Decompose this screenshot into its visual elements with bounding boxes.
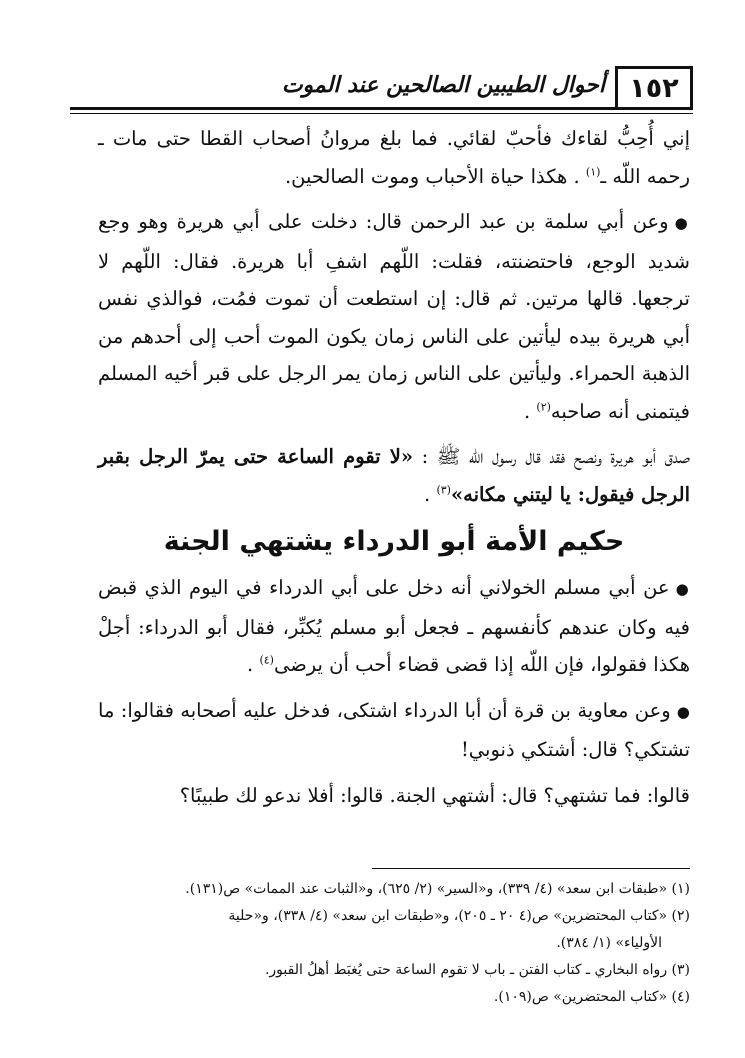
paragraph-5	[98, 692, 690, 769]
footnote-2: (٢) «كتاب المحتضرين» ص(٤ ٢٠ ـ ٢٠٥)، و«طبقات ابن سعد» (٤/ ٣٣٨)، و«حلية	[228, 908, 690, 924]
paragraph-4-end: .	[247, 653, 254, 676]
bullet-icon: ●	[675, 580, 690, 598]
header-rule-thin	[70, 113, 693, 114]
footnotes	[98, 876, 690, 1011]
paragraph-6	[98, 777, 690, 815]
paragraph-1	[98, 120, 690, 195]
paragraph-6-text: قالوا: فما تشتهي؟ قال: أشتهي الجنة. قالوا: أفلا ندعو لك طبيبًا؟	[179, 783, 690, 807]
bullet-icon: ●	[674, 214, 690, 232]
paragraph-2-end: .	[523, 399, 531, 423]
footnote-rule	[372, 868, 690, 869]
page-number: ١٥٢	[615, 66, 693, 110]
paragraph-3-intro: صدق أبو هريرة ونصح فقد قال رسول اللّه ﷺ :	[421, 445, 690, 468]
paragraph-2-text: وعن أبي سلمة بن عبد الرحمن قال: دخلت على أبي هريرة وهو وجع شديد الوجع، فاحتضنته، فقلت: اللّهم اشفِ أبا هريرة. فقال: اللّهم لا ترجعها. قالها مرتين. ثم قال: إن استطعت أن تموت فمُت، فوالذي نفس أبي هريرة بيده ليأتين على الناس زمان يكون الموت أحب إلى أحدهم من الذهبة الحمراء. وليأتين على الناس زمان يمر الرجل على قبر أخيه المسلم فيتمنى أنه صاحبه	[98, 210, 690, 423]
footnote-ref-1: (١)	[585, 165, 601, 178]
paragraph-2	[98, 203, 690, 430]
footnote-ref-2: (٢)	[536, 400, 551, 413]
footnote-2-continued: الأولياء» (١/ ٣٨٤).	[556, 935, 662, 951]
footnote-ref-3: (٣)	[436, 483, 451, 496]
paragraph-4	[98, 569, 690, 684]
running-title: أحوال الطيبين الصالحين عند الموت	[281, 73, 605, 98]
paragraph-1-text: إني أُحِبُّ لقاءك فأحبّ لقائي. فما بلغ مروانُ أصحاب القطا حتى مات ـ رحمه اللّه ـ	[98, 127, 690, 188]
paragraph-3	[98, 438, 690, 513]
paragraph-5-text: وعن معاوية بن قرة أن أبا الدرداء اشتكى، فدخل عليه أصحابه فقالوا: ما تشتكي؟ قال: أشتكي ذنوبي!	[98, 698, 690, 761]
hadith-quote: «لا تقوم الساعة حتى يمرّ الرجل بقبر الرجل فيقول: يا ليتني مكانه»	[98, 445, 690, 506]
footnote-ref-4: (٤)	[259, 653, 274, 667]
bullet-icon: ●	[676, 702, 690, 721]
footnote-4: (٤) «كتاب المحتضرين» ص(١٠٩).	[493, 989, 690, 1005]
header-rule	[70, 107, 693, 110]
paragraph-1-end: . هكذا حياة الأحباب وموت الصالحين.	[284, 164, 580, 188]
paragraph-3-end: .	[424, 482, 431, 506]
main-text	[98, 120, 690, 814]
footnote-3: (٣) رواه البخاري ـ كتاب الفتن ـ باب لا تقوم الساعة حتى يُغبَط أهلُ القبور.	[264, 962, 690, 978]
paragraph-4-text: عن أبي مسلم الخولاني أنه دخل على أبي الدرداء في اليوم الذي قبض فيه وكان عندهم كأنفسهم ـ فجعل أبو مسلم يُكبِّر، فقال أبو الدرداء: أجلْ هكذا فقولوا، فإن اللّه إذا قضى قضاء أحب أن يرضى	[98, 576, 690, 676]
footnote-1: (١) «طبقات ابن سعد» (٤/ ٣٣٩)، و«السير» (٢/ ٦٢٥)، و«الثبات عند الممات» ص(١٣١).	[185, 881, 690, 897]
section-heading: حكيم الأمة أبو الدرداء يشتهي الجنة	[163, 526, 625, 557]
